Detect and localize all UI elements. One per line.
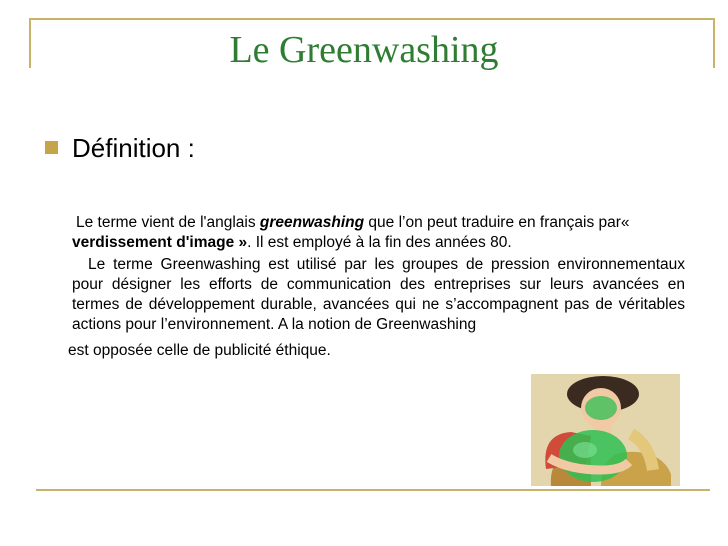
definition-heading: Définition : bbox=[72, 133, 195, 163]
term-verdissement: verdissement d'image » bbox=[72, 234, 248, 251]
origin-text-end: . Il est employé à la fin des années 80. bbox=[247, 234, 512, 251]
origin-text-start: Le terme vient de l'anglais bbox=[76, 214, 260, 231]
origin-text-middle: que l’on peut traduire en français par« bbox=[364, 214, 630, 231]
woman-hugging-globe-image bbox=[531, 374, 680, 486]
definition-body bbox=[68, 213, 685, 361]
paragraph-usage: Le terme Greenwashing est utilisé par les groupes de pression environnementaux pour désigner les efforts de communication des entreprises sur leurs avancées en termes de développement durable, avancées qui ne s’accompagnent pas de véritables actions pour l’environnement. A la notion de Greenwashing bbox=[72, 256, 685, 333]
paragraph-opposition: est opposée celle de publicité éthique. bbox=[68, 342, 331, 359]
frame-top-line bbox=[29, 18, 715, 20]
frame-bottom-line bbox=[36, 489, 710, 491]
term-greenwashing: greenwashing bbox=[259, 214, 365, 231]
greenwashing-illustration bbox=[531, 374, 680, 486]
paragraph-origin bbox=[72, 213, 685, 253]
square-bullet-icon bbox=[45, 141, 58, 154]
slide-title: Le Greenwashing bbox=[229, 29, 499, 71]
